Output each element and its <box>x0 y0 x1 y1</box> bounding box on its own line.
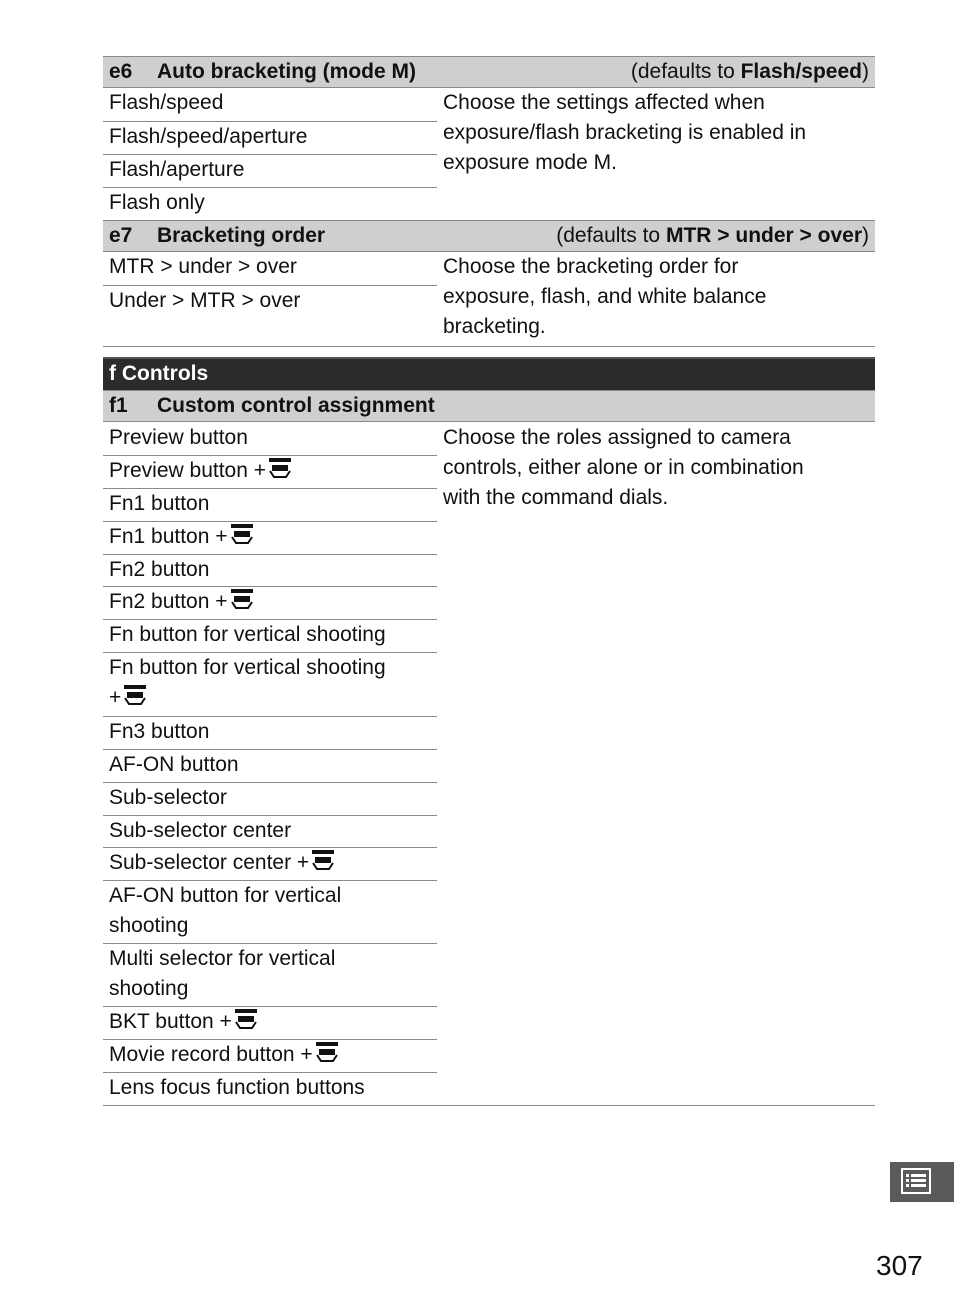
f1-option: Lens focus function buttons <box>109 1076 365 1099</box>
f1-option: Fn3 button <box>103 717 437 750</box>
command-dial-icon <box>315 1041 339 1063</box>
f1-option: Multi selector for vertical shooting <box>103 944 437 1007</box>
e7-option: Under > MTR > over <box>109 289 301 312</box>
f1-option: AF-ON button <box>103 750 437 783</box>
menu-list-icon <box>890 1162 954 1202</box>
e6-option: Flash/aperture <box>103 155 437 188</box>
e6-option: Flash/speed <box>103 88 437 122</box>
f1-option: AF-ON button for vertical shooting <box>103 881 437 944</box>
f1-option: Sub-selector center + <box>103 848 437 881</box>
command-dial-icon <box>230 523 254 545</box>
f1-option: Fn2 button + <box>103 587 437 620</box>
f1-option: Sub-selector <box>103 783 437 816</box>
f1-option: Sub-selector center <box>103 816 437 848</box>
e6-option: Flash only <box>109 191 205 214</box>
f1-option: Movie record button + <box>103 1040 437 1073</box>
command-dial-icon <box>230 588 254 610</box>
f1-option: Fn1 button <box>103 489 437 522</box>
page-number: 307 <box>876 1250 923 1281</box>
e6-description: Choose the settings affected when exposure/flash bracketing is enabled in exposure mode M. <box>443 91 807 174</box>
f1-option: Preview button <box>103 423 437 456</box>
e7-default: (defaults to MTR > under > over) <box>556 224 869 247</box>
e6-header <box>103 56 875 88</box>
f1-code: f1 <box>109 394 128 417</box>
command-dial-icon <box>123 684 147 706</box>
command-dial-icon <box>311 849 335 871</box>
f1-option: Fn button for vertical shooting + <box>103 653 437 717</box>
command-dial-icon <box>268 457 292 479</box>
f1-header <box>103 390 875 422</box>
f1-description: Choose the roles assigned to camera controls, either alone or in combination with the command dials. <box>443 426 804 509</box>
f1-option: Fn button for vertical shooting <box>103 620 437 653</box>
f1-option: Preview button + <box>103 456 437 489</box>
e6-code: e6 <box>109 60 133 83</box>
e6-option: Flash/speed/aperture <box>103 122 437 155</box>
e7-title: Bracketing order <box>157 224 326 247</box>
e7-description: Choose the bracketing order for exposure, flash, and white balance bracketing. <box>443 255 767 338</box>
f1-option: BKT button + <box>103 1007 437 1040</box>
e7-option: MTR > under > over <box>103 252 437 286</box>
category-header: f Controls <box>103 357 875 390</box>
e6-title: Auto bracketing (mode M) <box>157 60 417 83</box>
e7-code: e7 <box>109 224 133 247</box>
menu-tab <box>890 1162 954 1202</box>
command-dial-icon <box>234 1008 258 1030</box>
f1-option: Fn2 button <box>103 555 437 587</box>
f1-title: Custom control assignment <box>157 394 435 417</box>
f1-bottom-rule <box>103 1105 875 1106</box>
e6-default: (defaults to Flash/speed) <box>630 60 869 83</box>
e7-header <box>103 220 875 252</box>
e7-bottom-rule <box>103 346 875 347</box>
f1-option: Fn1 button + <box>103 522 437 555</box>
